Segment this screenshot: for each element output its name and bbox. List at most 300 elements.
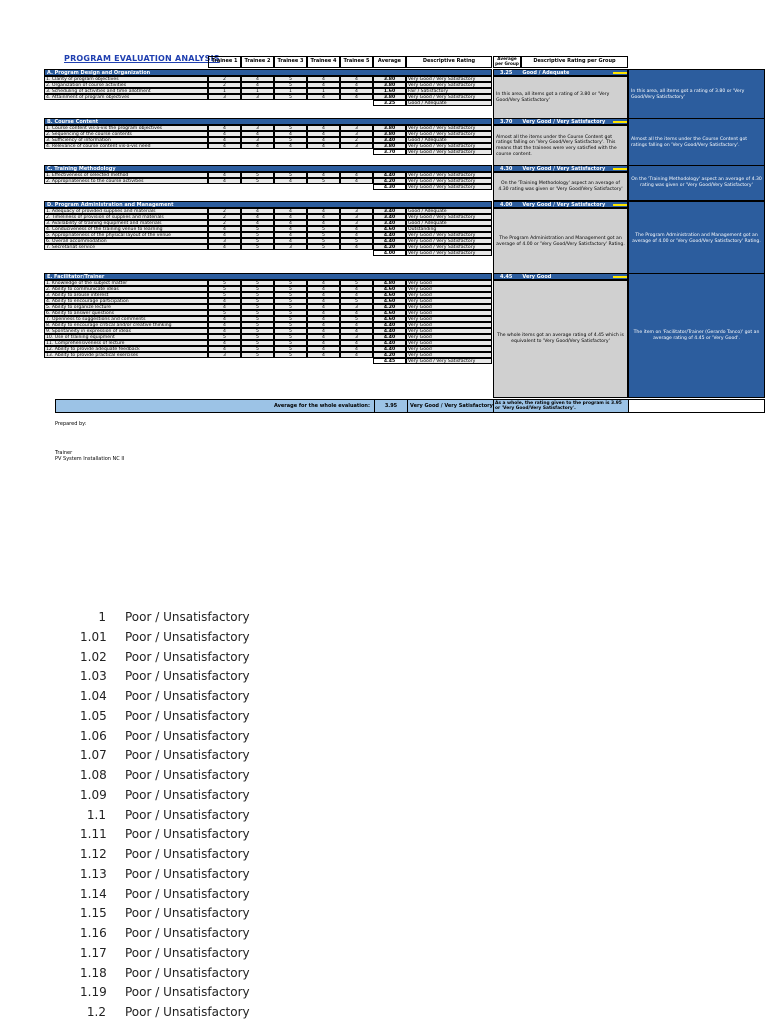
group-rating: Very Good (522, 274, 552, 280)
header-descriptive-per-group: Descriptive Rating per Group (521, 56, 628, 68)
scale-value: 1.17 (80, 945, 107, 960)
trainee-score: 5 (274, 352, 307, 358)
item-average: 3.80 (373, 125, 406, 131)
item-label: 5. Ability to organize lecture (44, 304, 208, 310)
trainee-score: 4 (340, 292, 373, 298)
item-average: 3.40 (373, 208, 406, 214)
trainee-score: 4 (340, 244, 373, 250)
item-average: 4.40 (373, 346, 406, 352)
trainee-score: 5 (274, 280, 307, 286)
trainee-score: 3 (340, 334, 373, 340)
group-summary: On the 'Training Methodology' aspect an average of 4.30 rating was given or 'Very Good/Very Satisfactory' (493, 172, 628, 201)
scale-value: 1.01 (80, 629, 107, 644)
scale-value: 1.18 (80, 965, 107, 980)
trainee-score: 4 (340, 310, 373, 316)
item-average: 4.40 (373, 340, 406, 346)
trainee-score: 3 (208, 238, 241, 244)
scale-value: 1.07 (80, 748, 107, 763)
item-rating: Very Good (406, 346, 492, 352)
item-average: 4.20 (373, 244, 406, 250)
trainee-score: 4 (307, 346, 340, 352)
page-title: PROGRAM EVALUATION ANALYSIS (64, 54, 220, 63)
item-average: 4.20 (373, 178, 406, 184)
group-average: 4.45 (500, 274, 513, 280)
section-header: C. Training Methodology (44, 165, 492, 172)
scale-value: 1.08 (80, 768, 107, 782)
trainee-score: 4 (208, 346, 241, 352)
trainee-score: 5 (241, 226, 274, 232)
trainee-score: 5 (241, 352, 274, 358)
scale-label: Poor / Unsatisfactory (125, 649, 250, 664)
trainee-score: 5 (208, 310, 241, 316)
trainee-score: 5 (340, 238, 373, 244)
group-indicator (613, 121, 627, 123)
trainee-score: 5 (208, 292, 241, 298)
trainee-score: 3 (340, 220, 373, 226)
overall-blank (628, 400, 764, 412)
trainee-score: 4 (274, 238, 307, 244)
trainee-score: 4 (307, 214, 340, 220)
scale-label: Poor / Unsatisfactory (125, 807, 250, 822)
trainee-score: 4 (340, 346, 373, 352)
item-label: 2. Ability to communicate ideas (44, 286, 208, 292)
trainee-score: 4 (208, 316, 241, 322)
trainee-score: 5 (340, 280, 373, 286)
trainee-score: 4 (307, 286, 340, 292)
scale-value: 1.1 (86, 807, 106, 822)
trainee-score: 5 (241, 244, 274, 250)
scale-value: 1.11 (80, 827, 107, 842)
header-trainee-5: Trainee 5 (340, 56, 373, 68)
trainee-score: 4 (307, 310, 340, 316)
trainee-score: 4 (274, 131, 307, 137)
item-rating: Fair / Satisfactory (406, 88, 492, 94)
group-average: 4.30 (500, 166, 513, 172)
scale-label: Poor / Unsatisfactory (125, 886, 250, 901)
scale-label: Poor / Unsatisfactory (125, 847, 250, 861)
trainee-score: 5 (241, 292, 274, 298)
trainee-score: 4 (307, 316, 340, 322)
trainee-score: 4 (274, 208, 307, 214)
overall-average-bar (55, 399, 765, 413)
side-summary: In this area, all items got a rating of 3.80 or 'Very Good/Very Satisfactory' (628, 69, 765, 120)
trainee-score: 5 (241, 304, 274, 310)
trainee-score: 3 (208, 94, 241, 100)
group-average-bar (493, 201, 628, 208)
item-rating: Very Good (406, 280, 492, 286)
group-indicator (613, 168, 627, 170)
group-summary: The whole items got an average rating of 4.45 which is equivalent to 'Very Good/Very Satisfactory' (493, 280, 628, 398)
trainee-score: 4 (208, 226, 241, 232)
trainee-score: 4 (274, 226, 307, 232)
trainee-score: 2 (208, 220, 241, 226)
group-average-bar (493, 69, 628, 76)
trainee-score: 4 (307, 143, 340, 149)
trainee-score: 2 (208, 208, 241, 214)
item-average: 4.20 (373, 304, 406, 310)
trainee-score: 5 (241, 340, 274, 346)
trainee-score: 5 (241, 172, 274, 178)
trainee-score: 4 (307, 352, 340, 358)
trainee-score: 4 (241, 82, 274, 88)
trainee-score: 4 (307, 76, 340, 82)
scale-label: Poor / Unsatisfactory (125, 965, 250, 980)
section-subtotal-average: 3.70 (373, 149, 406, 155)
item-label: 2. Timeliness of provision of supplies and materials (44, 214, 208, 220)
trainee-score: 4 (208, 328, 241, 334)
trainee-score: 4 (307, 172, 340, 178)
trainee-score: 5 (208, 286, 241, 292)
scale-value: 1.19 (80, 985, 107, 1000)
trainee-score: 5 (274, 316, 307, 322)
trainee-score: 4 (340, 172, 373, 178)
trainee-score: 4 (208, 304, 241, 310)
scale-label: Poor / Unsatisfactory (125, 708, 250, 723)
group-summary: In this area, all items got a rating of 3.80 or 'Very Good/Very Satisfactory' (493, 76, 628, 120)
trainee-score: 5 (274, 292, 307, 298)
trainee-score: 4 (307, 322, 340, 328)
item-average: 4.40 (373, 172, 406, 178)
scale-label: Poor / Unsatisfactory (125, 1005, 250, 1019)
section-subtotal (373, 250, 492, 256)
trainee-score: 4 (340, 226, 373, 232)
trainee-score: 4 (340, 322, 373, 328)
item-rating: Good / Adequate (406, 208, 492, 214)
trainee-score: 4 (274, 143, 307, 149)
scale-label: Poor / Unsatisfactory (125, 985, 250, 1000)
trainee-score: 5 (307, 238, 340, 244)
item-label: 3. Sufficiency of information (44, 137, 208, 143)
trainee-score: 4 (241, 76, 274, 82)
section-header: D. Program Administration and Management (44, 201, 492, 208)
item-average: 3.80 (373, 76, 406, 82)
trainee-score: 5 (241, 286, 274, 292)
scale-value: 1.12 (80, 847, 107, 861)
section-header: E. Facilitator/Trainer (44, 273, 492, 280)
trainee-score: 5 (274, 94, 307, 100)
trainee-score: 5 (274, 286, 307, 292)
item-label: 6. Overall accommodation (44, 238, 208, 244)
trainee-score: 4 (307, 334, 340, 340)
item-rating: Very Good (406, 286, 492, 292)
trainee-score: 5 (307, 244, 340, 250)
trainee-score: 4 (307, 304, 340, 310)
trainee-score: 4 (340, 352, 373, 358)
header-trainee-1: Trainee 1 (208, 56, 241, 68)
item-rating: Very Good (406, 316, 492, 322)
side-summary: The item on 'Facilitator/Trainer (Gerardo Tanco)' got an average rating of 4.45 or 'Very Good'. (628, 273, 765, 398)
item-rating: Very Good / Very Satisfactory (406, 232, 492, 238)
section-subtotal-average: 4.00 (373, 250, 406, 256)
item-rating: Very Good / Very Satisfactory (406, 244, 492, 250)
trainee-score: 1 (274, 88, 307, 94)
item-average: 4.60 (373, 286, 406, 292)
overall-note: As a whole, the rating given to the program is 3.95 or 'Very Good/Very Satisfactory'. (493, 400, 628, 412)
section-subtotal (373, 149, 492, 155)
section-subtotal-rating: Very Good / Very Satisfactory (406, 184, 492, 190)
trainee-score: 4 (340, 232, 373, 238)
trainee-score: 5 (241, 232, 274, 238)
item-rating: Very Good (406, 340, 492, 346)
item-label: 1. Knowledge of the subject matter (44, 280, 208, 286)
trainee-score: 5 (274, 322, 307, 328)
item-label: 9. Spontaneity in expression of ideas (44, 328, 208, 334)
item-rating: Very Good / Very Satisfactory (406, 143, 492, 149)
group-indicator (613, 204, 627, 206)
item-label: 10. Use of training equipment (44, 334, 208, 340)
scale-value: 1.06 (80, 728, 107, 743)
trainee-score: 5 (274, 328, 307, 334)
trainee-score: 5 (208, 334, 241, 340)
scale-value: 1.13 (80, 866, 107, 881)
trainee-score: 4 (208, 232, 241, 238)
side-summary: The Program Administration and Management got an average of 4.00 or 'Very Good/Very Satisfactory' Rating. (628, 201, 765, 276)
scale-label: Poor / Unsatisfactory (125, 629, 250, 644)
item-average: 4.60 (373, 226, 406, 232)
trainee-score: 5 (274, 172, 307, 178)
trainee-score: 5 (274, 298, 307, 304)
trainee-score: 5 (274, 310, 307, 316)
trainer-label: Trainer (55, 450, 73, 456)
trainee-score: 5 (274, 334, 307, 340)
header-descriptive-rating: Descriptive Rating (406, 56, 492, 68)
item-label: 8. Ability to encourage critical and/or creative thinking (44, 322, 208, 328)
scale-label: Poor / Unsatisfactory (125, 906, 250, 921)
group-average-bar (493, 273, 628, 280)
scale-label: Poor / Unsatisfactory (125, 748, 250, 763)
trainee-score: 4 (307, 94, 340, 100)
item-label: 7. Secretariat service (44, 244, 208, 250)
trainee-score: 4 (208, 131, 241, 137)
overall-rating: Very Good / Very Satisfactory (407, 400, 493, 412)
section-subtotal (373, 100, 492, 106)
trainee-score: 4 (208, 178, 241, 184)
item-label: 1. Effectiveness of selected method (44, 172, 208, 178)
item-label: 7. Openness to suggestions and comments (44, 316, 208, 322)
item-average: 4.20 (373, 352, 406, 358)
item-average: 4.40 (373, 328, 406, 334)
trainee-score: 4 (208, 298, 241, 304)
scale-value: 1.14 (80, 886, 107, 901)
trainee-score: 4 (274, 220, 307, 226)
item-average: 3.40 (373, 137, 406, 143)
scale-label: Poor / Unsatisfactory (125, 827, 250, 842)
trainee-score: 5 (241, 298, 274, 304)
section-subtotal-average: 4.45 (373, 358, 406, 364)
scale-value: 1.16 (80, 926, 107, 940)
scale-value: 1.05 (80, 708, 107, 723)
scale-label: Poor / Unsatisfactory (125, 610, 250, 624)
item-rating: Outstanding (406, 226, 492, 232)
item-average: 1.60 (373, 88, 406, 94)
trainee-score: 5 (307, 178, 340, 184)
item-rating: Very Good / Very Satisfactory (406, 238, 492, 244)
trainee-score: 4 (274, 232, 307, 238)
trainee-score: 5 (241, 310, 274, 316)
trainee-score: 4 (241, 208, 274, 214)
trainee-score: 3 (208, 352, 241, 358)
item-rating: Very Good / Very Satisfactory (406, 94, 492, 100)
scale-value: 1 (98, 610, 106, 624)
item-average: 3.80 (373, 82, 406, 88)
trainee-score: 4 (241, 214, 274, 220)
trainee-score: 4 (307, 340, 340, 346)
trainee-score: 2 (208, 214, 241, 220)
item-average: 4.40 (373, 334, 406, 340)
item-rating: Very Good (406, 352, 492, 358)
section-subtotal-rating: Very Good / Very Satisfactory (406, 250, 492, 256)
trainee-score: 4 (307, 280, 340, 286)
trainee-score: 4 (307, 131, 340, 137)
item-average: 4.60 (373, 310, 406, 316)
item-average: 3.80 (373, 143, 406, 149)
trainee-score: 3 (274, 244, 307, 250)
trainee-score: 5 (340, 316, 373, 322)
item-rating: Very Good / Very Satisfactory (406, 131, 492, 137)
trainer-course: PV System Installation NC II (55, 456, 125, 462)
item-label: 2. Organization of course activities (44, 82, 208, 88)
group-average-bar (493, 165, 628, 172)
trainee-score: 3 (241, 137, 274, 143)
prepared-by: Prepared by: (55, 421, 87, 427)
trainee-score: 4 (340, 178, 373, 184)
trainee-score: 5 (241, 346, 274, 352)
trainee-score: 4 (208, 322, 241, 328)
trainee-score: 3 (340, 131, 373, 137)
trainee-score: 2 (208, 76, 241, 82)
section-subtotal (373, 358, 492, 364)
item-average: 4.40 (373, 322, 406, 328)
item-label: 2. Appropriateness to the course activities (44, 178, 208, 184)
trainee-score: 5 (340, 298, 373, 304)
item-average: 3.80 (373, 131, 406, 137)
trainee-score: 3 (340, 143, 373, 149)
trainee-score: 4 (208, 125, 241, 131)
scale-value: 1.04 (80, 689, 107, 703)
item-average: 4.40 (373, 232, 406, 238)
trainee-score: 3 (340, 214, 373, 220)
trainee-score: 4 (340, 328, 373, 334)
trainee-score: 4 (208, 137, 241, 143)
trainee-score: 5 (274, 304, 307, 310)
scale-label: Poor / Unsatisfactory (125, 926, 250, 940)
header-average: Average (373, 56, 406, 68)
section-subtotal-average: 3.25 (373, 100, 406, 106)
trainee-score: 4 (208, 172, 241, 178)
group-average: 4.00 (500, 202, 513, 208)
group-average: 3.70 (500, 119, 513, 125)
item-rating: Very Good / Very Satisfactory (406, 172, 492, 178)
trainee-score: 5 (274, 346, 307, 352)
scale-label: Poor / Unsatisfactory (125, 728, 250, 743)
item-average: 3.40 (373, 220, 406, 226)
item-label: 11. Comprehensiveness of lecture (44, 340, 208, 346)
trainee-score: 4 (208, 244, 241, 250)
item-label: 3. Scheduling of activities and time allotment (44, 88, 208, 94)
trainee-score: 4 (241, 131, 274, 137)
item-rating: Good / Adequate (406, 220, 492, 226)
item-average: 3.80 (373, 94, 406, 100)
item-label: 12. Ability to provide adequate feedback (44, 346, 208, 352)
trainee-score: 4 (208, 340, 241, 346)
item-label: 5. Appropriateness of the physical layout of the venue (44, 232, 208, 238)
group-rating: Very Good / Very Satisfactory (522, 166, 606, 172)
trainee-score: 5 (307, 226, 340, 232)
trainee-score: 4 (307, 208, 340, 214)
overall-label: Average for the whole evaluation: (273, 403, 370, 409)
item-label: 3. Ability to arouse interest (44, 292, 208, 298)
item-average: 4.80 (373, 280, 406, 286)
section-header: A. Program Design and Organization (44, 69, 492, 76)
item-label: 2. Sequencing of the course contents (44, 131, 208, 137)
item-rating: Very Good / Very Satisfactory (406, 125, 492, 131)
header-trainee-4: Trainee 4 (307, 56, 340, 68)
trainee-score: 5 (241, 178, 274, 184)
trainee-score: 4 (241, 143, 274, 149)
trainee-score: 4 (340, 94, 373, 100)
item-label: 6. Ability to answer questions (44, 310, 208, 316)
side-summary: On the 'Training Methodology' aspect an average of 4.30 rating was given or 'Very Good/Very Satisfactory' (628, 165, 765, 201)
trainee-score: 4 (340, 88, 373, 94)
scale-label: Poor / Unsatisfactory (125, 787, 250, 802)
item-rating: Very Good (406, 322, 492, 328)
item-label: 13. Ability to provide practical exercises (44, 352, 208, 358)
item-label: 1. Adequacy of provided supplies and materials (44, 208, 208, 214)
trainee-score: 5 (274, 82, 307, 88)
group-indicator (613, 72, 627, 74)
item-rating: Very Good (406, 292, 492, 298)
section-subtotal (373, 184, 492, 190)
scale-label: Poor / Unsatisfactory (125, 866, 250, 881)
group-rating: Very Good / Very Satisfactory (522, 202, 606, 208)
section-subtotal-average: 4.30 (373, 184, 406, 190)
trainee-score: 5 (241, 334, 274, 340)
trainee-score: 5 (274, 340, 307, 346)
trainee-score: 4 (307, 137, 340, 143)
group-rating: Very Good / Very Satisfactory (522, 119, 606, 125)
item-label: 4. Conduciveness of the training venue to learning (44, 226, 208, 232)
item-rating: Very Good / Very Satisfactory (406, 214, 492, 220)
scale-value: 1.02 (80, 649, 107, 664)
item-rating: Very Good / Very Satisfactory (406, 178, 492, 184)
trainee-score: 5 (274, 125, 307, 131)
trainee-score: 5 (241, 328, 274, 334)
section-subtotal-rating: Good / Adequate (406, 100, 492, 106)
scale-value: 1.03 (80, 669, 107, 684)
header-average-per-group: Average per Group (493, 56, 521, 68)
item-rating: Very Good (406, 334, 492, 340)
item-label: 3. Availability of training equipment and materials (44, 220, 208, 226)
overall-average: 3.95 (374, 400, 407, 412)
item-label: 4. Relevance of course content vis-a-vis need (44, 143, 208, 149)
trainee-score: 3 (340, 304, 373, 310)
trainee-score: 4 (307, 82, 340, 88)
side-summary: Almost all the items under the Course Content got ratings falling on 'Very Good/Very Satisfactory'. (628, 118, 765, 167)
item-rating: Very Good / Very Satisfactory (406, 82, 492, 88)
trainee-score: 1 (241, 88, 274, 94)
item-rating: Very Good (406, 328, 492, 334)
item-rating: Very Good (406, 298, 492, 304)
trainee-score: 5 (241, 238, 274, 244)
scale-value: 1.2 (86, 1005, 106, 1019)
item-average: 4.60 (373, 298, 406, 304)
section-subtotal-rating: Very Good / Very Satisfactory (406, 358, 492, 364)
scale-label: Poor / Unsatisfactory (125, 669, 250, 684)
trainee-score: 4 (208, 143, 241, 149)
item-average: 4.40 (373, 238, 406, 244)
item-average: 3.40 (373, 214, 406, 220)
trainee-score: 4 (307, 220, 340, 226)
